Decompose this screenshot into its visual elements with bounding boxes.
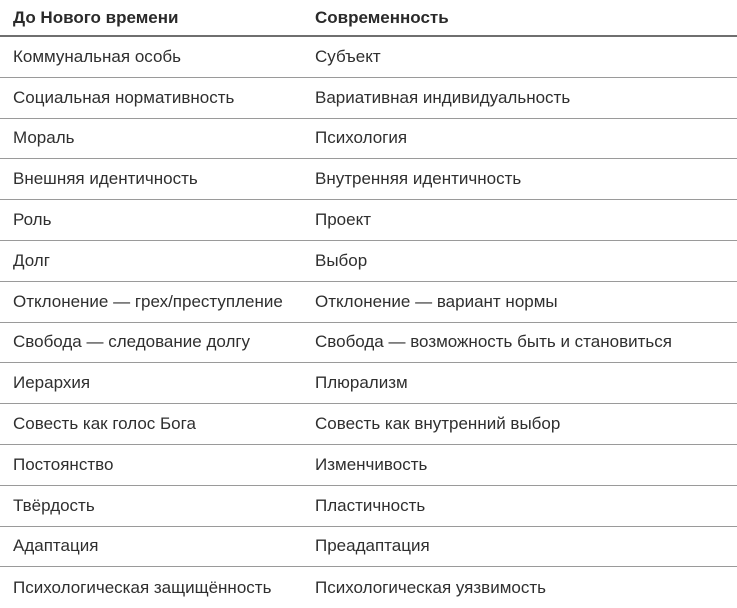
cell-before-modern: Психологическая защищённость	[13, 577, 272, 597]
cell-modernity: Преадаптация	[315, 536, 430, 556]
cell-modernity: Выбор	[315, 250, 368, 270]
table-row	[0, 445, 737, 486]
cell-modernity: Психология	[315, 128, 408, 148]
cell-before-modern: Постоянство	[13, 454, 114, 474]
cell-modernity: Субъект	[315, 46, 381, 66]
table-row	[0, 159, 737, 200]
cell-before-modern: Иерархия	[13, 373, 91, 393]
table-body	[0, 37, 737, 608]
cell-modernity: Свобода — возможность быть и становиться	[315, 332, 672, 352]
table-row	[0, 37, 737, 78]
table-row	[0, 282, 737, 323]
cell-modernity: Изменчивость	[315, 454, 428, 474]
table-row	[0, 323, 737, 364]
cell-modernity: Психологическая уязвимость	[315, 577, 546, 597]
cell-before-modern: Внешняя идентичность	[13, 169, 198, 189]
cell-modernity: Внутренняя идентичность	[315, 169, 522, 189]
header-modernity: Современность	[315, 7, 449, 27]
cell-before-modern: Мораль	[13, 128, 75, 148]
table-row	[0, 200, 737, 241]
table-row	[0, 404, 737, 445]
cell-modernity: Отклонение — вариант нормы	[315, 291, 558, 311]
cell-modernity: Вариативная индивидуальность	[315, 87, 571, 107]
table-row	[0, 486, 737, 527]
cell-modernity: Плюрализм	[315, 373, 408, 393]
cell-before-modern: Коммунальная особь	[13, 46, 182, 66]
header-before-modern: До Нового времени	[13, 7, 179, 27]
cell-before-modern: Совесть как голос Бога	[13, 414, 196, 434]
table-row	[0, 78, 737, 119]
table-row	[0, 567, 737, 608]
table-row	[0, 241, 737, 282]
cell-before-modern: Долг	[13, 250, 50, 270]
table-header-row	[0, 0, 737, 37]
cell-before-modern: Отклонение — грех/преступление	[13, 291, 283, 311]
cell-before-modern: Свобода — следование долгу	[13, 332, 251, 352]
cell-modernity: Проект	[315, 210, 371, 230]
table-row	[0, 119, 737, 160]
cell-before-modern: Социальная нормативность	[13, 87, 235, 107]
cell-before-modern: Роль	[13, 210, 52, 230]
cell-modernity: Пластичность	[315, 495, 426, 515]
cell-modernity: Совесть как внутренний выбор	[315, 414, 561, 434]
cell-before-modern: Твёрдость	[13, 495, 95, 515]
cell-before-modern: Адаптация	[13, 536, 99, 556]
table-row	[0, 527, 737, 568]
table-row	[0, 363, 737, 404]
